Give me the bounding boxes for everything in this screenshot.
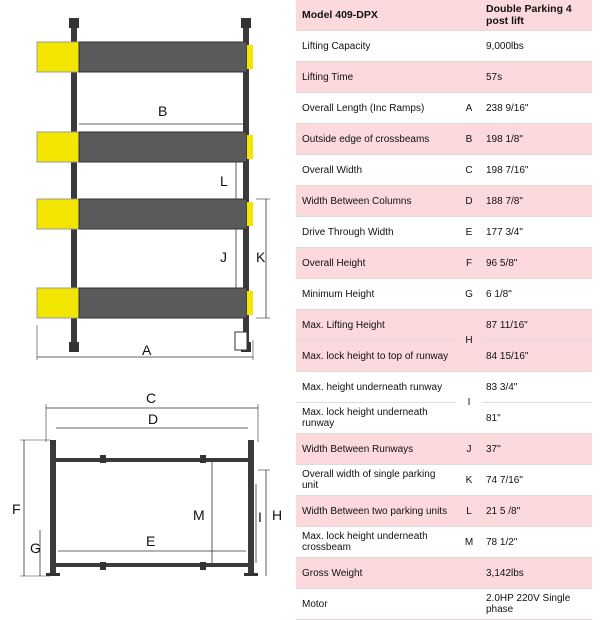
ramp-yellow xyxy=(37,132,79,162)
spec-table xyxy=(296,0,592,620)
spec-code xyxy=(456,558,482,589)
spec-code: B xyxy=(456,124,482,155)
power-unit xyxy=(235,332,247,350)
table-row xyxy=(296,465,592,496)
top-crossbeam xyxy=(50,458,254,462)
spec-code: I xyxy=(456,372,482,434)
spec-value: 2.0HP 220V Single phase xyxy=(482,589,592,620)
spec-code xyxy=(456,589,482,620)
spec-label: Width Between two parking units xyxy=(296,496,456,527)
runway-end-yellow xyxy=(247,202,253,226)
spec-value: 21 5 /8" xyxy=(482,496,592,527)
dim-label-m: M xyxy=(193,507,205,523)
table-row xyxy=(296,248,592,279)
spec-code: G xyxy=(456,279,482,310)
spec-code: L xyxy=(456,496,482,527)
spec-value: 81" xyxy=(482,403,592,434)
top-view xyxy=(37,18,270,360)
spec-value: 37" xyxy=(482,434,592,465)
dim-label-h: H xyxy=(272,507,283,523)
dim-label-a: A xyxy=(142,342,152,358)
spec-code xyxy=(456,31,482,62)
table-row xyxy=(296,496,592,527)
spec-label: Lifting Time xyxy=(296,62,456,93)
post-cap xyxy=(69,342,79,352)
runway-end-yellow xyxy=(247,291,253,315)
spec-value: 177 3/4" xyxy=(482,217,592,248)
spec-value: 6 1/8" xyxy=(482,279,592,310)
spec-label: Overall Width xyxy=(296,155,456,186)
table-row xyxy=(296,279,592,310)
spec-value: 198 7/16" xyxy=(482,155,592,186)
spec-code: E xyxy=(456,217,482,248)
table-row xyxy=(296,124,592,155)
spec-value: 78 1/2" xyxy=(482,527,592,558)
spec-label: Max. Lifting Height xyxy=(296,310,456,341)
dim-label-d: D xyxy=(148,411,159,427)
dim-label-b: B xyxy=(158,103,168,119)
dim-label-g: G xyxy=(30,540,41,556)
spec-label: Overall Height xyxy=(296,248,456,279)
spec-value: 83 3/4" xyxy=(482,372,592,403)
runway-end-yellow xyxy=(247,45,253,69)
model-name: Model 409-DPX xyxy=(296,0,456,31)
dim-label-e: E xyxy=(146,533,156,549)
spec-value: 198 1/8" xyxy=(482,124,592,155)
spec-label: Width Between Runways xyxy=(296,434,456,465)
table-row xyxy=(296,217,592,248)
table-row xyxy=(296,558,592,589)
spec-code: A xyxy=(456,93,482,124)
bottom-runway xyxy=(50,563,254,567)
runway xyxy=(79,132,247,162)
table-row xyxy=(296,186,592,217)
table-title: Double Parking 4 post lift xyxy=(482,0,592,31)
runway xyxy=(79,288,247,318)
table-row xyxy=(296,155,592,186)
spec-code xyxy=(456,62,482,93)
table-row xyxy=(296,527,592,558)
table-row xyxy=(296,434,592,465)
table-row xyxy=(296,310,592,341)
spec-label: Minimum Height xyxy=(296,279,456,310)
spec-value: 87 11/16" xyxy=(482,310,592,341)
table-row xyxy=(296,93,592,124)
spec-label: Overall Length (Inc Ramps) xyxy=(296,93,456,124)
runway xyxy=(79,42,247,72)
table-row xyxy=(296,31,592,62)
spec-label: Motor xyxy=(296,589,456,620)
runway-end-yellow xyxy=(247,135,253,159)
spec-value: 74 7/16" xyxy=(482,465,592,496)
table-row xyxy=(296,62,592,93)
post-cap xyxy=(69,18,79,28)
spec-value: 96 5/8" xyxy=(482,248,592,279)
spec-label: Max. height underneath runway xyxy=(296,372,456,403)
spec-label: Lifting Capacity xyxy=(296,31,456,62)
dim-label-f: F xyxy=(12,501,21,517)
spec-code: K xyxy=(456,465,482,496)
table-row xyxy=(296,589,592,620)
spec-code: H xyxy=(456,310,482,372)
ramp-yellow xyxy=(37,288,79,318)
spec-value: 57s xyxy=(482,62,592,93)
spec-label: Max. lock height underneath crossbeam xyxy=(296,527,456,558)
lift-dimension-diagram xyxy=(0,0,290,600)
dim-label-l: L xyxy=(220,173,228,189)
dim-label-j: J xyxy=(220,249,227,265)
spec-value: 238 9/16" xyxy=(482,93,592,124)
ramp-yellow xyxy=(37,42,79,72)
front-view xyxy=(12,390,282,576)
spec-label: Width Between Columns xyxy=(296,186,456,217)
spec-label: Gross Weight xyxy=(296,558,456,589)
spec-label: Outside edge of crossbeams xyxy=(296,124,456,155)
spec-value: 188 7/8" xyxy=(482,186,592,217)
spec-label: Max. lock height underneath runway xyxy=(296,403,456,434)
post-cap xyxy=(241,18,251,28)
spec-value: 9,000lbs xyxy=(482,31,592,62)
spec-label: Drive Through Width xyxy=(296,217,456,248)
table-row xyxy=(296,372,592,403)
table-row xyxy=(296,341,592,372)
spec-label: Overall width of single parking unit xyxy=(296,465,456,496)
ramp-yellow xyxy=(37,199,79,229)
spec-value: 84 15/16" xyxy=(482,341,592,372)
table-header-row xyxy=(296,0,592,31)
spec-value: 3,142lbs xyxy=(482,558,592,589)
dim-label-c: C xyxy=(146,390,157,406)
table-row xyxy=(296,403,592,434)
spec-code: D xyxy=(456,186,482,217)
spec-label: Max. lock height to top of runway xyxy=(296,341,456,372)
dim-label-k: K xyxy=(256,249,266,265)
spec-code: F xyxy=(456,248,482,279)
spec-code: M xyxy=(456,527,482,558)
dim-label-i: I xyxy=(258,509,262,525)
spec-code: C xyxy=(456,155,482,186)
runway xyxy=(79,199,247,229)
spec-code: J xyxy=(456,434,482,465)
